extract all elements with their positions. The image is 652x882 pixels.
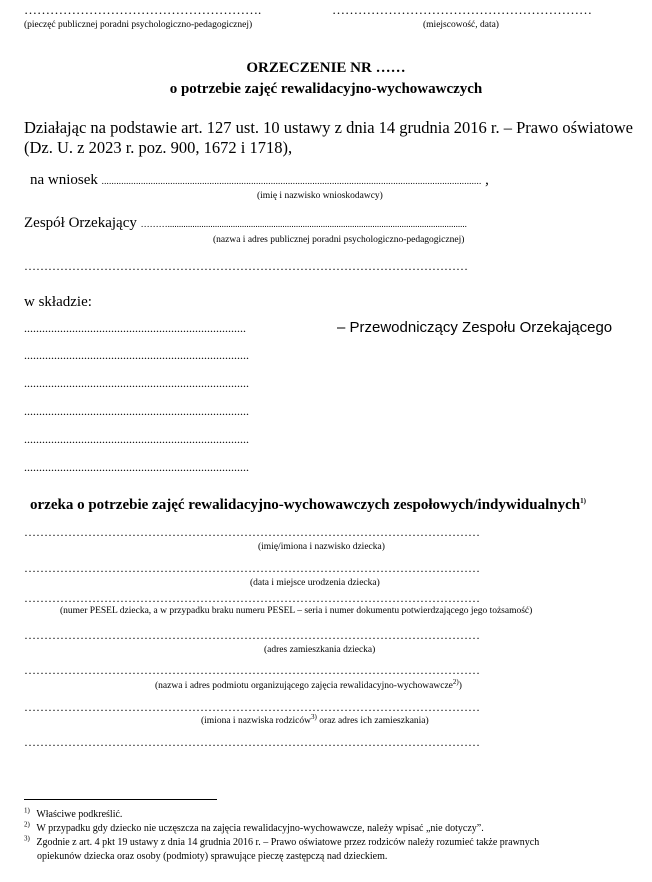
footnote-number: 1)	[24, 806, 30, 815]
organizer-caption-tail: )	[458, 681, 462, 691]
footnote-2	[24, 822, 484, 835]
parents-caption-tail: oraz adres ich zamieszkania)	[316, 716, 429, 726]
pesel-field[interactable]: ……………………………………………………………………………………………………	[24, 591, 480, 605]
footnote-1	[24, 808, 122, 821]
footnote-ref: 1)	[580, 497, 586, 505]
address-caption: (adres zamieszkania dziecka)	[264, 645, 376, 655]
ruling-text: orzeka o potrzebie zajęć rewalidacyjno-wychowawczych zespołowych/indywidualnych	[30, 497, 581, 513]
member-field[interactable]: ...........................................................................	[24, 376, 249, 390]
footnote-text: Właściwe podkreślić.	[36, 809, 123, 820]
footnote-text: W przypadku gdy dziecko nie uczęszcza na zajęcia rewalidacyjno-wychowawcze, należy wpisać „nie dotyczy”.	[36, 823, 484, 834]
address-field[interactable]: ……………………………………………………………………………………………………	[24, 628, 480, 642]
team-field[interactable]: ……….....................................................................................................................................	[140, 219, 467, 229]
place-date-line: ……………………………………………………	[332, 2, 592, 17]
applicant-caption: (imię i nazwisko wnioskodawcy)	[257, 191, 383, 201]
legal-basis-line1: Działając na podstawie art. 127 ust. 10 ustawy z dnia 14 grudnia 2016 r. – Prawo oświatowe	[24, 118, 633, 137]
stamp-caption: (pieczęć publicznej poradni psychologiczno-pedagogicznej)	[24, 20, 253, 30]
legal-basis-line2: (Dz. U. z 2023 r. poz. 900, 1672 i 1718),	[24, 138, 293, 157]
organizer-caption	[155, 677, 462, 691]
footnote-text: Zgodnie z art. 4 pkt 19 ustawy z dnia 14 grudnia 2016 r. – Prawo oświatowe przez rodziców należy rozumieć także prawnych	[36, 837, 540, 848]
parents-caption	[201, 712, 429, 726]
footnote-number: 3)	[24, 834, 30, 843]
birth-field[interactable]: ……………………………………………………………………………………………………	[24, 561, 480, 575]
footnote-3-continued: opiekunów dziecka oraz osoby (podmioty) sprawujące pieczę zastępczą nad dzieckiem.	[37, 851, 388, 862]
stamp-line: ……………………………………………….	[24, 2, 262, 17]
composition-label: w składzie:	[24, 294, 92, 310]
member-field[interactable]: ...........................................................................	[24, 432, 249, 446]
chair-role: – Przewodniczący Zespołu Orzekającego	[337, 319, 613, 336]
applicant-row	[30, 172, 489, 189]
applicant-label: na wniosek	[30, 172, 98, 188]
pesel-caption: (numer PESEL dziecka, a w przypadku braku numeru PESEL – seria i numer dokumentu potwierdzającego jego tożsamość)	[60, 606, 533, 616]
parents-field[interactable]: ……………………………………………………………………………………………………	[24, 700, 480, 714]
final-field[interactable]: ……………………………………………………………………………………………………	[24, 735, 480, 749]
ruling-statement	[30, 497, 586, 514]
team-caption: (nazwa i adres publicznej poradni psychologiczno-pedagogicznej)	[213, 235, 465, 245]
team-extra-field[interactable]: …………………………………………………………………………………………………	[24, 259, 468, 273]
footnote-3	[24, 836, 539, 849]
child-name-field[interactable]: ……………………………………………………………………………………………………	[24, 525, 480, 539]
birth-caption: (data i miejsce urodzenia dziecka)	[250, 578, 380, 588]
document-title: ORZECZENIE NR ……	[246, 60, 406, 76]
team-row	[24, 215, 467, 232]
footnote-divider	[24, 799, 217, 800]
place-date-caption: (miejscowość, data)	[423, 20, 499, 30]
footnote-number: 2)	[24, 820, 30, 829]
applicant-field[interactable]: ...........................................................................................................................................................	[101, 176, 482, 186]
team-label: Zespół Orzekający	[24, 215, 137, 231]
child-name-caption: (imię/imiona i nazwisko dziecka)	[258, 542, 385, 552]
member-field[interactable]: ...........................................................................	[24, 348, 249, 362]
organizer-caption-text: (nazwa i adres podmiotu organizującego zajęcia rewalidacyjno-wychowawcze	[155, 681, 453, 691]
footnote-ref: 3)	[311, 712, 317, 721]
parents-caption-text: (imiona i nazwiska rodziców	[201, 716, 312, 726]
applicant-comma: ,	[485, 172, 489, 188]
document-subtitle: o potrzebie zajęć rewalidacyjno-wychowawczych	[169, 81, 483, 97]
footnote-ref: 2)	[452, 677, 459, 686]
organizer-field[interactable]: ……………………………………………………………………………………………………	[24, 663, 480, 677]
chair-field[interactable]: ..........................................................................	[24, 321, 246, 335]
member-field[interactable]: ...........................................................................	[24, 460, 249, 474]
member-field[interactable]: ...........................................................................	[24, 404, 249, 418]
